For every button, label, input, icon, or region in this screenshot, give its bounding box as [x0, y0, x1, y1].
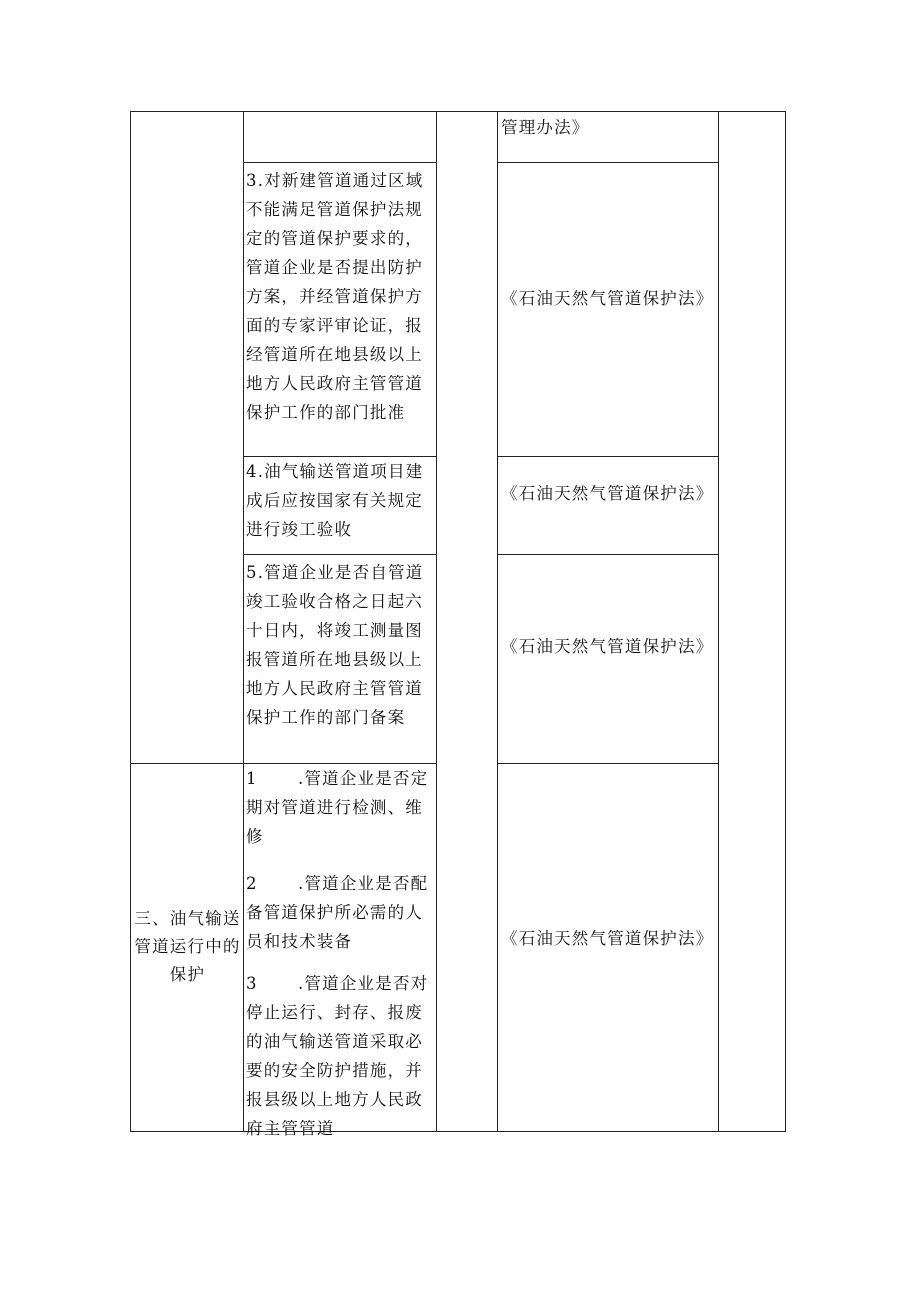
row-line-item — [243, 554, 437, 555]
section-3-item-1 — [246, 764, 434, 851]
law-cell-item-4: 《石油天然气管道保护法》 — [501, 484, 714, 503]
item-text: 期对管道进行检测、维修 — [246, 798, 423, 846]
row-line-law — [497, 554, 719, 555]
inspection-table — [130, 111, 786, 1138]
item-head: .管道企业是否对 — [298, 974, 429, 993]
item-text: 停止运行、封存、报废的油气输送管道采取必要的安全防护措施，并报县级以上地方人民政府主管管道 — [246, 1003, 423, 1138]
law-cell-section-3: 《石油天然气管道保护法》 — [501, 929, 714, 948]
section-3-item-2 — [246, 869, 434, 956]
item-number: 1 — [246, 769, 258, 788]
row-line-item — [243, 162, 437, 163]
check-item-3: 3.对新建管道通过区域不能满足管道保护法规定的管道保护要求的，管道企业是否提出防护方案，并经管道保护方面的专家评审论证，报经管道所在地县级以上地方人民政府主管管道保护工作的部门批准 — [246, 171, 424, 422]
section-3-item-3 — [246, 969, 434, 1143]
row-line-law — [497, 456, 719, 457]
law-cell-continued: 管理办法》 — [501, 118, 590, 137]
col-divider-2 — [436, 112, 437, 1131]
col-divider-1 — [243, 112, 244, 1131]
section-3-title: 三、油气输送管道运行中的保护 — [134, 909, 241, 984]
item-number: 3 — [246, 974, 258, 993]
item-head: .管道企业是否配 — [298, 874, 429, 893]
check-item-4: 4.油气输送管道项目建成后应按国家有关规定进行竣工验收 — [246, 462, 424, 539]
check-item-5: 5.管道企业是否自管道竣工验收合格之日起六十日内，将竣工测量图报管道所在地县级以上地方人民政府主管管道保护工作的部门备案 — [246, 563, 424, 727]
law-cell-item-3: 《石油天然气管道保护法》 — [501, 289, 714, 308]
row-line-law — [497, 162, 719, 163]
col-divider-4 — [718, 112, 719, 1131]
law-cell-item-5: 《石油天然气管道保护法》 — [501, 637, 714, 656]
item-number: 2 — [246, 874, 258, 893]
col-divider-3 — [497, 112, 498, 1131]
row-line-law — [497, 763, 719, 764]
item-head: .管道企业是否定 — [298, 769, 429, 788]
item-text: 备管道保护所必需的人员和技术装备 — [246, 903, 423, 951]
